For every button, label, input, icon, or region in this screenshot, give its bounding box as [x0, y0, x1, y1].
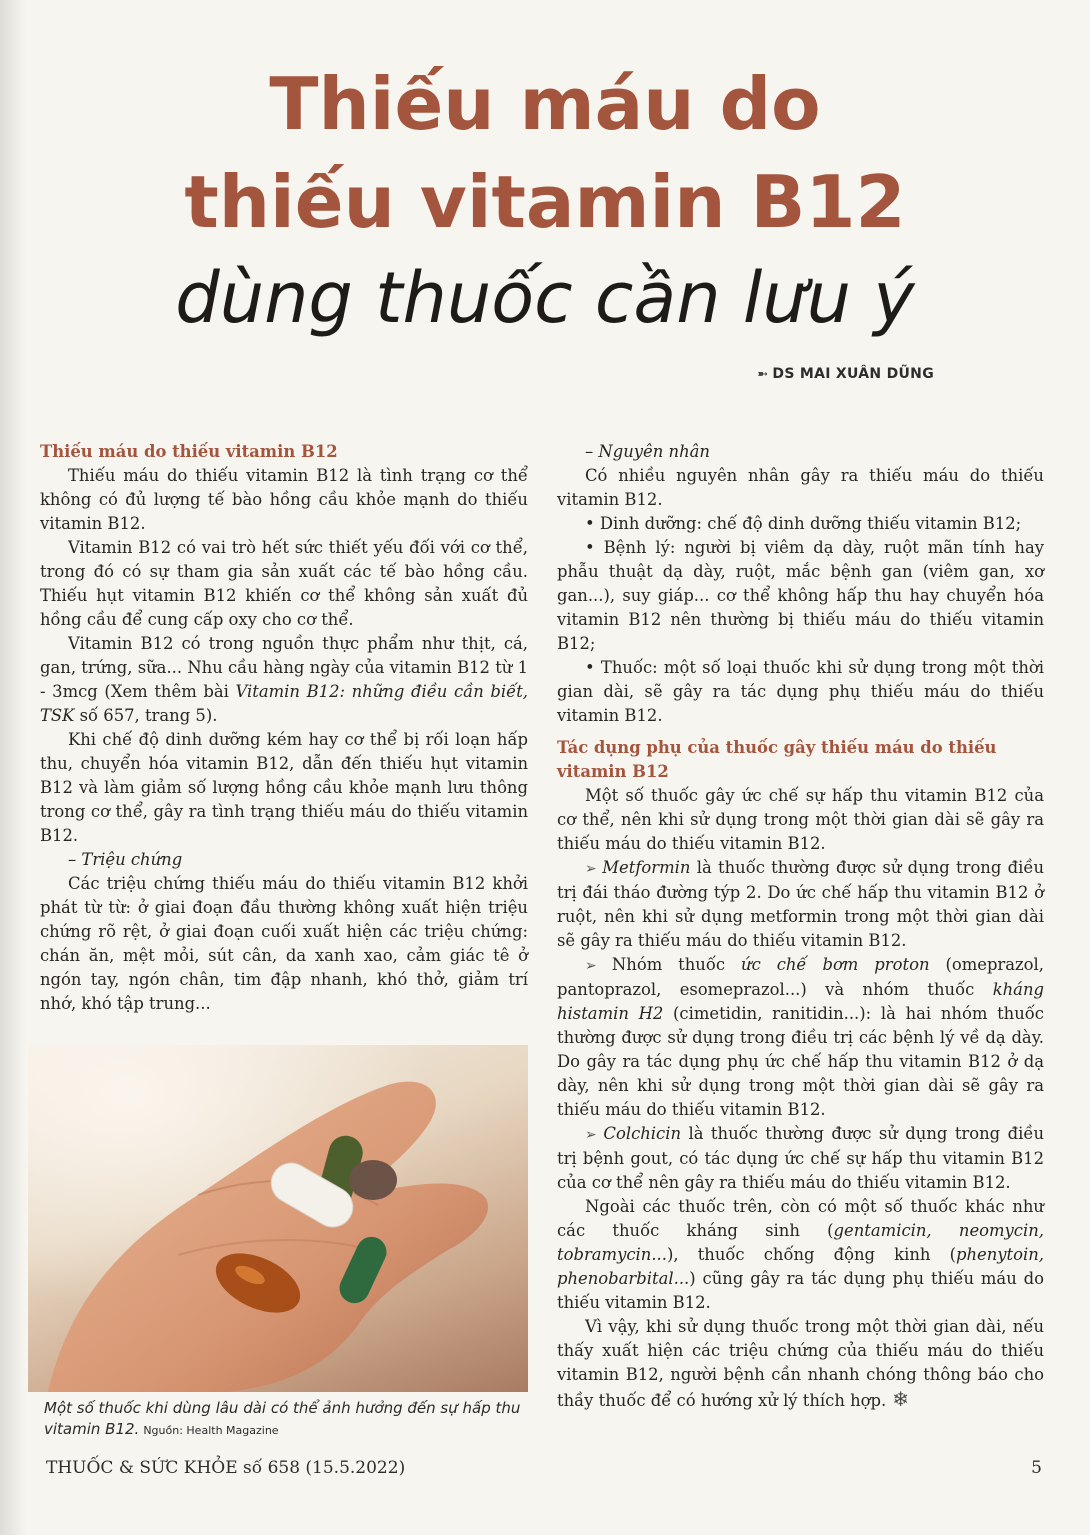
list-item: • Dinh dưỡng: chế độ dinh dưỡng thiếu vitamin B12;: [585, 514, 1022, 533]
paragraph: Một số thuốc gây ức chế sự hấp thu vitamin B12 của cơ thể, nên khi sử dụng trong một thời gian dài sẽ gây ra thiếu máu do thiếu vitamin B12.: [557, 786, 1044, 853]
title-line-2: thiếu vitamin B12: [184, 160, 906, 244]
drug-list: gentamicin, neomycin, tobramycin...: [557, 1221, 1044, 1264]
paragraph: [557, 1315, 1044, 1413]
section-heading: Tác dụng phụ của thuốc gây thiếu máu do thiếu vitamin B12: [557, 738, 997, 781]
paragraph: Khi chế độ dinh dưỡng kém hay cơ thể bị rối loạn hấp thu, chuyển hóa vitamin B12, dẫn đến thiếu hụt vitamin B12 và làm giảm số lượng hồng cầu khỏe mạnh lưu thông trong cơ thể, gây ra tình trạng thiếu máu do thiếu vitamin B12.: [40, 730, 528, 845]
arrow-icon: ➼: [757, 367, 769, 382]
photo-caption: [44, 1398, 534, 1441]
drug-list: phenytoin, phenobarbital...: [557, 1245, 1044, 1288]
list-item: • Bệnh lý: người bị viêm dạ dày, ruột mãn tính hay phẫu thuật dạ dày, ruột, mắc bệnh gan (viêm gan, xơ gan...), suy giáp... cơ thể không hấp thu hay chuyển hóa vitamin B12 nên thường bị thiếu máu do thiếu vitamin B12;: [557, 538, 1044, 653]
footer-publication: THUỐC & SỨC KHỎE số 658 (15.5.2022): [46, 1458, 406, 1478]
arrow-bullet-icon: ➢: [585, 1127, 604, 1143]
caption-source: Nguồn: Health Magazine: [143, 1424, 279, 1437]
subheading-symptoms: – Triệu chứng: [68, 850, 183, 869]
drug-class: ức chế bơm proton: [741, 955, 930, 974]
snowflake-icon: ❄: [892, 1387, 910, 1411]
arrow-bullet-icon: ➢: [585, 861, 603, 877]
text-run: Vitamin B12 có trong nguồn thực phẩm như thịt, cá, gan, trứng, sữa... Nhu cầu hàng ngày của vitamin B12 từ 1 - 3mcg (Xem thêm bài: [40, 634, 528, 701]
text-run: Nhóm thuốc: [611, 955, 742, 974]
drug-class: kháng histamin H2: [557, 980, 1044, 1023]
byline: [757, 366, 934, 382]
list-item-metformin: [557, 856, 1044, 953]
paragraph: [557, 1195, 1044, 1315]
text-run: ), thuốc chống động kinh (: [666, 1245, 956, 1264]
left-column: [40, 440, 528, 1016]
author-name: DS MAI XUÂN DŨNG: [772, 366, 934, 382]
paragraph: [40, 632, 528, 728]
article-reference: Vitamin B12: những điều cần biết, TSK: [40, 682, 528, 725]
page-number: 5: [1031, 1458, 1042, 1478]
text-run: là thuốc thường được sử dụng trong điều trị bệnh gout, có tác dụng ức chế sự hấp thu vitamin B12 của cơ thể nên gây ra thiếu máu do thiếu vitamin B12.: [557, 1124, 1044, 1192]
arrow-bullet-icon: ➢: [585, 958, 612, 974]
section-heading: Thiếu máu do thiếu vitamin B12: [40, 442, 338, 461]
caption-text: Một số thuốc khi dùng lâu dài có thể ảnh hưởng đến sự hấp thu vitamin B12.: [44, 1399, 521, 1438]
right-column: [557, 440, 1044, 1413]
drug-name: Colchicin: [603, 1124, 682, 1143]
drug-name: Metformin: [602, 858, 691, 877]
title-line-1: Thiếu máu do: [269, 62, 821, 146]
text-run: Vì vậy, khi sử dụng thuốc trong một thời gian dài, nếu thấy xuất hiện các triệu chứng của thiếu máu do thiếu vitamin B12, người bệnh cần nhanh chóng thông báo cho thầy thuốc để có hướng xử lý thích hợp.: [557, 1317, 1044, 1410]
list-item-ppi: [557, 953, 1044, 1122]
paragraph: Có nhiều nguyên nhân gây ra thiếu máu do thiếu vitamin B12.: [557, 466, 1044, 509]
paragraph: Các triệu chứng thiếu máu do thiếu vitamin B12 khởi phát từ từ: ở giai đoạn đầu thường không xuất hiện triệu chứng rõ rệt, ở giai đoạn cuối xuất hiện các triệu chứng: chán ăn, mệt mỏi, sút cân, da xanh xao, cảm giác tê ở ngón tay, ngón chân, tim đập nhanh, khó thở, giảm trí nhớ, khó tập trung...: [40, 874, 528, 1013]
text-run: (omeprazol, pantoprazol, esomeprazol...) và nhóm thuốc: [557, 955, 1044, 999]
title-line-3: dùng thuốc cần lưu ý: [175, 257, 915, 339]
list-item: • Thuốc: một số loại thuốc khi sử dụng trong một thời gian dài, sẽ gây ra tác dụng phụ thiếu máu do thiếu vitamin B12.: [557, 658, 1044, 725]
photo-pills-in-hand: [28, 1045, 528, 1392]
paragraph: Vitamin B12 có vai trò hết sức thiết yếu đối với cơ thể, trong đó có sự tham gia sản xuất các tế bào hồng cầu. Thiếu hụt vitamin B12 khiến cơ thể không sản xuất đủ hồng cầu để cung cấp oxy cho cơ thể.: [40, 538, 528, 629]
subheading-causes: – Nguyên nhân: [585, 442, 710, 461]
text-run: (cimetidin, ranitidin...): là hai nhóm thuốc thường được sử dụng trong điều trị các bệnh lý về dạ dày. Do gây ra tác dụng phụ ức chế hấp thu vitamin B12 ở dạ dày, nên khi sử dụng trong một thời gian dài sẽ gây ra thiếu máu do thiếu vitamin B12.: [557, 1004, 1044, 1119]
text-run: là thuốc thường được sử dụng trong điều trị đái tháo đường týp 2. Do ức chế hấp thu vitamin B12 ở ruột, nên khi sử dụng metformin trong một thời gian dài sẽ gây ra thiếu máu do thiếu vitamin B12.: [557, 858, 1045, 950]
text-run: ) cũng gây ra tác dụng phụ thiếu máu do thiếu vitamin B12.: [557, 1269, 1044, 1312]
paragraph: Thiếu máu do thiếu vitamin B12 là tình trạng cơ thể không có đủ lượng tế bào hồng cầu khỏe mạnh do thiếu vitamin B12.: [40, 466, 528, 533]
hand-with-pills-illustration: [28, 1045, 528, 1392]
list-item-colchicin: [557, 1122, 1044, 1195]
text-run: Ngoài các thuốc trên, còn có một số thuốc khác như các thuốc kháng sinh (: [557, 1197, 1044, 1240]
text-run: số 657, trang 5).: [74, 706, 218, 725]
